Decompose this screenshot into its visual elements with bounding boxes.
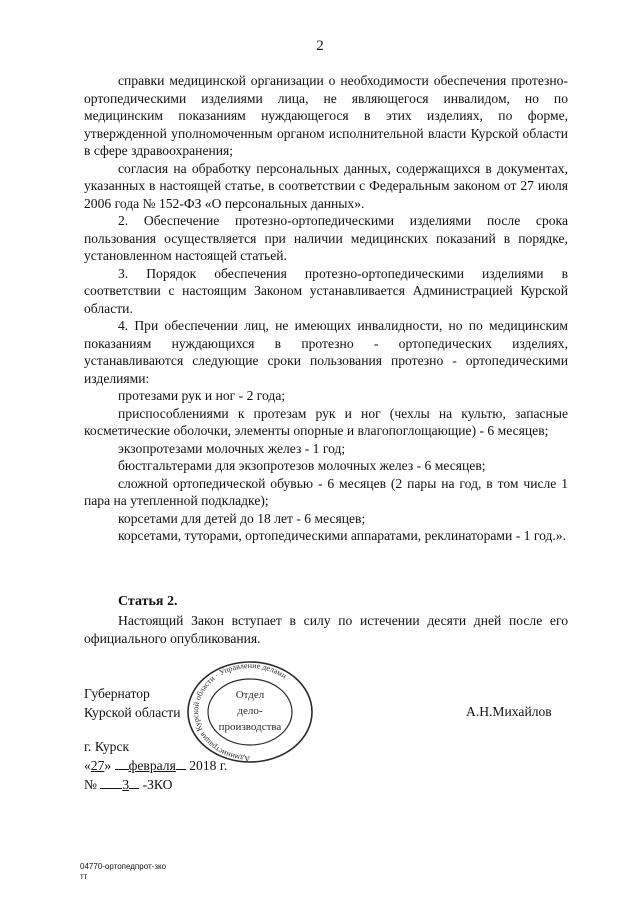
svg-text:Отдел: Отдел	[235, 689, 265, 701]
footer	[80, 862, 166, 882]
number-line: № 3 -ЗКО	[84, 777, 173, 792]
document-body	[84, 72, 568, 545]
paragraph: 4. При обеспечении лиц, не имеющих инвалидности, но по медицинским показаниям нуждающихся в протезно - ортопедических изделиях, устанавливаются следующие сроки пользования протезно - ортопедическими изделиями:	[84, 318, 568, 386]
article-heading: Статья 2.	[118, 594, 178, 609]
svg-text:производства: производства	[218, 721, 282, 733]
law-number: 3	[122, 777, 130, 792]
page-number: 2	[316, 38, 324, 54]
signature-title-line2: Курской области	[84, 705, 181, 720]
document-code: 04770-ортопедпрот-зко	[80, 862, 167, 871]
date-line: «27» февраля 2018 г.	[84, 758, 228, 773]
city: г. Курск	[84, 739, 130, 754]
paragraph: 2. Обеспечение протезно-ортопедическими изделиями после срока пользования осуществляется при наличии медицинских показаний в порядке, установленном настоящей статьей.	[84, 213, 568, 263]
signatory-name: А.Н.Михайлов	[466, 704, 552, 719]
paragraph: справки медицинской организации о необходимости обеспечения протезно-ортопедическими изделиями лица, не являющегося инвалидом, но по медицинским показаниям нуждающегося в этих изделиях, по форме, утвержденной уполномоченным органом исполнительной власти Курской области в сфере здравоохранения;	[84, 73, 568, 158]
paragraph: 3. Порядок обеспечения протезно-ортопедическими изделиями в соответствии с настоящим Законом устанавливается Администрацией Курской области.	[84, 265, 568, 316]
date-day: 27	[90, 758, 105, 773]
typist-initials: тт	[80, 872, 88, 881]
signature-title-line1: Губернатор	[84, 686, 150, 701]
article-text: Настоящий Закон вступает в силу по истечении десяти дней после его официального опубликования.	[84, 613, 568, 646]
date-year: 2018 г.	[189, 758, 228, 773]
list-item: бюстгальтерами для экзопротезов молочных желез - 6 месяцев;	[118, 458, 486, 473]
date-month: февраля	[128, 758, 176, 773]
paragraph: согласия на обработку персональных данных, содержащихся в документах, указанных в настоящей статье, в соответствии с Федеральным законом от 27 июля 2006 года № 152-ФЗ «О персональных данных».	[84, 160, 568, 211]
article-body	[84, 612, 568, 647]
law-number-suffix: -ЗКО	[142, 777, 173, 792]
svg-text:Администрация Курской области: Администрация Курской области · Управление делами	[191, 660, 289, 764]
office-seal-stamp	[182, 660, 318, 770]
list-item: протезами рук и ног - 2 года;	[118, 388, 286, 403]
list-item: корсетами для детей до 18 лет - 6 месяцев;	[118, 510, 366, 526]
list-item: приспособлениями к протезам рук и ног (чехлы на культю, запасные косметические оболочки, элементы опорные и влагопоглощающие) - 6 месяцев;	[84, 405, 568, 438]
signature-title	[84, 684, 181, 722]
list-item: корсетами, туторами, ортопедическими аппаратами, реклинаторами - 1 год.».	[118, 528, 566, 543]
list-item: сложной ортопедической обувью - 6 месяцев (2 пары на год, в том числе 1 пара на утепленной подкладке);	[84, 475, 568, 508]
list-item: экзопротезами молочных желез - 1 год;	[118, 440, 346, 456]
svg-text:дело-: дело-	[237, 705, 263, 717]
